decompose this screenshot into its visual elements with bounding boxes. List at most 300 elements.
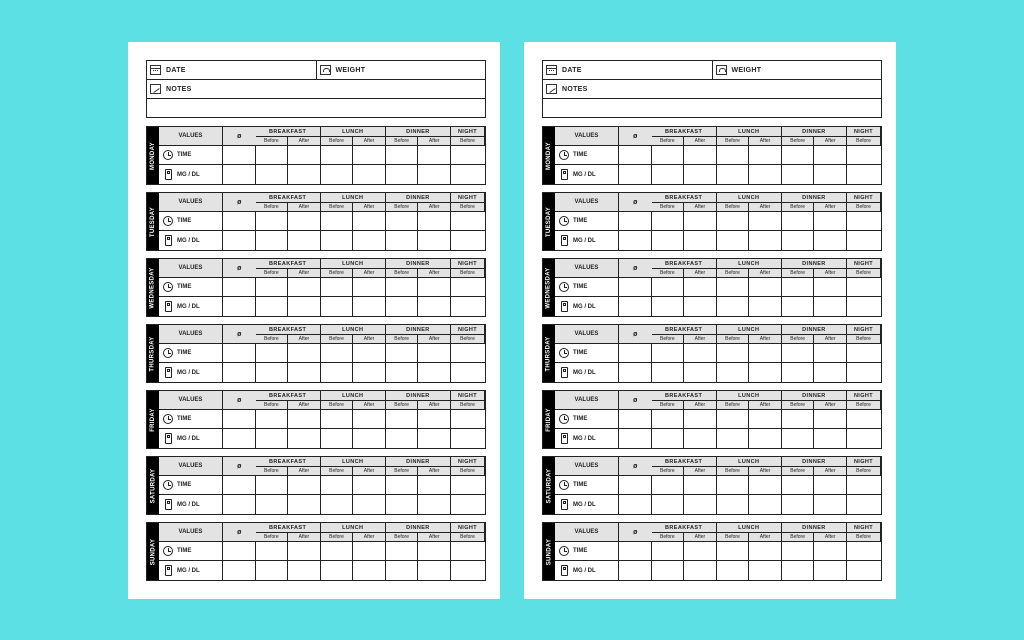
mgdl-cell[interactable]	[353, 165, 386, 184]
time-average-cell[interactable]	[451, 476, 485, 495]
after-subheader: After	[353, 203, 386, 212]
mgdl-cell[interactable]	[652, 231, 685, 250]
mgdl-average-cell[interactable]	[847, 429, 881, 448]
after-subheader: After	[288, 401, 321, 410]
time-cell[interactable]	[652, 344, 685, 363]
time-cell[interactable]	[418, 278, 451, 297]
mgdl-cell[interactable]	[814, 495, 847, 514]
after-subheader: After	[418, 137, 451, 146]
time-cell[interactable]	[353, 344, 386, 363]
time-cell[interactable]	[619, 212, 652, 231]
mgdl-cell[interactable]	[223, 363, 256, 382]
time-cell[interactable]	[814, 212, 847, 231]
time-cell[interactable]	[386, 542, 419, 561]
notes-space[interactable]	[543, 99, 881, 117]
scale-icon	[320, 65, 331, 75]
mgdl-average-cell[interactable]	[451, 561, 485, 580]
mgdl-cell[interactable]	[684, 165, 717, 184]
glucose-meter-icon	[561, 235, 568, 246]
mgdl-cell[interactable]	[321, 363, 354, 382]
time-cell[interactable]	[321, 476, 354, 495]
time-cell[interactable]	[814, 278, 847, 297]
mgdl-cell[interactable]	[717, 429, 750, 448]
mgdl-cell[interactable]	[353, 297, 386, 316]
day-name: SUNDAY	[546, 538, 552, 565]
mgdl-cell[interactable]	[288, 495, 321, 514]
after-subheader: After	[749, 467, 782, 476]
time-cell[interactable]	[717, 410, 750, 429]
reading-grid	[555, 325, 881, 382]
meal-header: DINNER	[386, 391, 451, 401]
glucose-meter-icon	[561, 169, 568, 180]
mgdl-average-cell[interactable]	[451, 231, 485, 250]
before-subheader: Before	[652, 269, 685, 278]
mgdl-average-cell[interactable]	[451, 297, 485, 316]
time-cell[interactable]	[717, 278, 750, 297]
time-cell[interactable]	[386, 212, 419, 231]
time-cell[interactable]	[619, 410, 652, 429]
mgdl-cell[interactable]	[619, 165, 652, 184]
time-cell[interactable]	[749, 410, 782, 429]
mgdl-cell[interactable]	[418, 231, 451, 250]
time-cell[interactable]	[652, 212, 685, 231]
time-cell[interactable]	[353, 542, 386, 561]
time-cell[interactable]	[256, 476, 289, 495]
mgdl-average-cell[interactable]	[451, 429, 485, 448]
time-cell[interactable]	[717, 146, 750, 165]
time-cell[interactable]	[684, 212, 717, 231]
time-cell[interactable]	[684, 344, 717, 363]
meal-header: DINNER	[386, 259, 451, 269]
time-cell[interactable]	[418, 476, 451, 495]
time-cell[interactable]	[386, 344, 419, 363]
mgdl-cell[interactable]	[223, 165, 256, 184]
mgdl-average-cell[interactable]	[847, 297, 881, 316]
meal-header: BREAKFAST	[256, 523, 321, 533]
before-subheader: Before	[782, 533, 815, 542]
mgdl-cell[interactable]	[256, 165, 289, 184]
time-cell[interactable]	[717, 344, 750, 363]
mgdl-cell[interactable]	[418, 429, 451, 448]
mgdl-cell[interactable]	[321, 429, 354, 448]
mgdl-cell[interactable]	[684, 429, 717, 448]
time-cell[interactable]	[684, 410, 717, 429]
time-cell[interactable]	[321, 278, 354, 297]
time-cell[interactable]	[684, 542, 717, 561]
time-cell[interactable]	[619, 542, 652, 561]
time-average-cell[interactable]	[451, 212, 485, 231]
day-name: SUNDAY	[150, 538, 156, 565]
time-cell[interactable]	[321, 146, 354, 165]
time-cell[interactable]	[782, 410, 815, 429]
weight-field[interactable]	[712, 61, 882, 79]
time-cell[interactable]	[353, 410, 386, 429]
time-cell[interactable]	[814, 542, 847, 561]
mgdl-cell[interactable]	[782, 363, 815, 382]
time-cell[interactable]	[256, 212, 289, 231]
time-cell[interactable]	[418, 146, 451, 165]
time-cell[interactable]	[749, 476, 782, 495]
mgdl-cell[interactable]	[418, 297, 451, 316]
clock-icon	[163, 282, 173, 292]
time-cell[interactable]	[652, 278, 685, 297]
header-box	[542, 60, 882, 118]
header-row-date-weight	[543, 61, 881, 80]
night-header: NIGHT	[451, 193, 485, 203]
time-cell[interactable]	[223, 344, 256, 363]
time-cell[interactable]	[782, 344, 815, 363]
after-subheader: After	[684, 137, 717, 146]
time-average-cell[interactable]	[847, 212, 881, 231]
time-cell[interactable]	[749, 146, 782, 165]
before-subheader: Before	[782, 335, 815, 344]
mgdl-cell[interactable]	[652, 165, 685, 184]
clock-icon	[163, 480, 173, 490]
day-name: MONDAY	[150, 141, 157, 170]
mgdl-cell[interactable]	[321, 495, 354, 514]
time-average-cell[interactable]	[451, 410, 485, 429]
time-cell[interactable]	[223, 278, 256, 297]
mgdl-cell[interactable]	[321, 561, 354, 580]
mgdl-cell[interactable]	[256, 561, 289, 580]
day-block-saturday	[542, 456, 882, 515]
time-cell[interactable]	[749, 212, 782, 231]
mgdl-cell[interactable]	[814, 297, 847, 316]
mgdl-cell[interactable]	[386, 165, 419, 184]
mgdl-cell[interactable]	[684, 561, 717, 580]
mgdl-cell[interactable]	[418, 363, 451, 382]
day-label	[543, 127, 555, 184]
time-cell[interactable]	[652, 476, 685, 495]
before-subheader: Before	[717, 203, 750, 212]
mgdl-cell[interactable]	[717, 165, 750, 184]
mgdl-cell[interactable]	[288, 231, 321, 250]
mgdl-cell[interactable]	[288, 165, 321, 184]
mgdl-cell[interactable]	[749, 495, 782, 514]
time-cell[interactable]	[619, 476, 652, 495]
before-subheader: Before	[256, 335, 289, 344]
time-cell[interactable]	[684, 146, 717, 165]
time-cell[interactable]	[256, 146, 289, 165]
mgdl-cell[interactable]	[652, 495, 685, 514]
mgdl-cell[interactable]	[256, 297, 289, 316]
after-subheader: After	[418, 203, 451, 212]
meal-header: BREAKFAST	[256, 127, 321, 137]
day-name: MONDAY	[546, 141, 553, 170]
night-header: NIGHT	[451, 325, 485, 335]
values-header: VALUES	[159, 325, 223, 344]
time-cell[interactable]	[782, 542, 815, 561]
mgdl-cell[interactable]	[619, 231, 652, 250]
time-cell[interactable]	[652, 410, 685, 429]
mgdl-average-cell[interactable]	[451, 165, 485, 184]
mgdl-cell[interactable]	[288, 561, 321, 580]
time-cell[interactable]	[684, 476, 717, 495]
mgdl-cell[interactable]	[717, 363, 750, 382]
meal-header: DINNER	[386, 127, 451, 137]
time-cell[interactable]	[418, 344, 451, 363]
mgdl-cell[interactable]	[223, 561, 256, 580]
meal-header: BREAKFAST	[652, 391, 717, 401]
time-cell[interactable]	[418, 410, 451, 429]
mgdl-cell[interactable]	[717, 231, 750, 250]
time-average-cell[interactable]	[451, 542, 485, 561]
time-average-cell[interactable]	[451, 344, 485, 363]
values-header: VALUES	[159, 259, 223, 278]
mgdl-cell[interactable]	[386, 363, 419, 382]
day-name: FRIDAY	[150, 407, 156, 432]
mgdl-cell[interactable]	[619, 495, 652, 514]
time-cell[interactable]	[652, 146, 685, 165]
mgdl-cell[interactable]	[749, 297, 782, 316]
values-header: VALUES	[555, 259, 619, 278]
before-subheader: Before	[386, 467, 419, 476]
notes-field[interactable]	[147, 80, 485, 98]
time-cell[interactable]	[749, 542, 782, 561]
mgdl-cell[interactable]	[684, 297, 717, 316]
mgdl-cell[interactable]	[223, 297, 256, 316]
time-average-cell[interactable]	[847, 410, 881, 429]
mgdl-cell[interactable]	[386, 231, 419, 250]
before-subheader: Before	[782, 467, 815, 476]
mgdl-cell[interactable]	[386, 429, 419, 448]
mgdl-cell[interactable]	[782, 297, 815, 316]
values-header: VALUES	[555, 391, 619, 410]
log-page-left	[128, 42, 500, 599]
mgdl-cell[interactable]	[814, 561, 847, 580]
mgdl-cell[interactable]	[652, 429, 685, 448]
time-cell[interactable]	[353, 278, 386, 297]
mgdl-cell[interactable]	[749, 363, 782, 382]
mgdl-cell[interactable]	[353, 363, 386, 382]
mgdl-cell[interactable]	[619, 363, 652, 382]
mgdl-cell[interactable]	[321, 231, 354, 250]
mgdl-cell[interactable]	[684, 363, 717, 382]
notes-space[interactable]	[147, 99, 485, 117]
mgdl-cell[interactable]	[321, 165, 354, 184]
mgdl-cell[interactable]	[418, 165, 451, 184]
time-cell[interactable]	[353, 146, 386, 165]
time-cell[interactable]	[321, 410, 354, 429]
time-cell[interactable]	[782, 278, 815, 297]
after-subheader: After	[418, 533, 451, 542]
time-average-cell[interactable]	[847, 476, 881, 495]
mgdl-cell[interactable]	[353, 429, 386, 448]
mgdl-average-cell[interactable]	[847, 561, 881, 580]
time-cell[interactable]	[223, 212, 256, 231]
clock-icon	[559, 480, 569, 490]
time-cell[interactable]	[814, 344, 847, 363]
time-cell[interactable]	[386, 146, 419, 165]
mgdl-cell[interactable]	[353, 231, 386, 250]
mgdl-cell[interactable]	[619, 561, 652, 580]
time-cell[interactable]	[288, 476, 321, 495]
day-block-wednesday	[542, 258, 882, 317]
mgdl-label: MG / DL	[573, 501, 596, 508]
mgdl-cell[interactable]	[353, 495, 386, 514]
time-cell[interactable]	[386, 410, 419, 429]
time-cell[interactable]	[321, 212, 354, 231]
time-cell[interactable]	[749, 278, 782, 297]
time-cell[interactable]	[814, 476, 847, 495]
before-subheader: Before	[451, 335, 485, 344]
mgdl-cell[interactable]	[386, 495, 419, 514]
mgdl-cell[interactable]	[353, 561, 386, 580]
mgdl-cell[interactable]	[386, 297, 419, 316]
mgdl-cell[interactable]	[814, 231, 847, 250]
time-cell[interactable]	[782, 146, 815, 165]
mgdl-cell[interactable]	[814, 429, 847, 448]
values-header: VALUES	[159, 127, 223, 146]
time-cell[interactable]	[619, 146, 652, 165]
time-average-cell[interactable]	[451, 278, 485, 297]
weight-field[interactable]	[316, 61, 486, 79]
mgdl-cell[interactable]	[782, 165, 815, 184]
mgdl-cell[interactable]	[256, 363, 289, 382]
header-row-date-weight	[147, 61, 485, 80]
before-subheader: Before	[451, 203, 485, 212]
time-cell[interactable]	[223, 146, 256, 165]
time-cell[interactable]	[288, 344, 321, 363]
notes-label: NOTES	[166, 85, 192, 93]
time-cell[interactable]	[418, 542, 451, 561]
average-header: ø	[223, 259, 256, 278]
mgdl-cell[interactable]	[386, 561, 419, 580]
time-cell[interactable]	[619, 344, 652, 363]
time-cell[interactable]	[353, 476, 386, 495]
mgdl-cell[interactable]	[652, 363, 685, 382]
time-average-cell[interactable]	[847, 542, 881, 561]
time-cell[interactable]	[814, 410, 847, 429]
time-average-cell[interactable]	[847, 278, 881, 297]
time-average-cell[interactable]	[451, 146, 485, 165]
time-cell[interactable]	[717, 212, 750, 231]
mgdl-average-cell[interactable]	[847, 165, 881, 184]
time-average-cell[interactable]	[847, 344, 881, 363]
mgdl-cell[interactable]	[749, 231, 782, 250]
mgdl-cell[interactable]	[256, 231, 289, 250]
time-cell[interactable]	[652, 542, 685, 561]
mgdl-cell[interactable]	[749, 561, 782, 580]
time-cell[interactable]	[684, 278, 717, 297]
mgdl-cell[interactable]	[814, 363, 847, 382]
time-cell[interactable]	[256, 344, 289, 363]
day-name: TUESDAY	[150, 206, 157, 237]
after-subheader: After	[288, 335, 321, 344]
mgdl-cell[interactable]	[782, 495, 815, 514]
meal-header: BREAKFAST	[652, 523, 717, 533]
mgdl-average-cell[interactable]	[451, 495, 485, 514]
time-cell[interactable]	[386, 476, 419, 495]
time-cell[interactable]	[256, 542, 289, 561]
date-field[interactable]	[543, 61, 712, 79]
time-cell[interactable]	[321, 542, 354, 561]
time-cell[interactable]	[321, 344, 354, 363]
time-cell[interactable]	[814, 146, 847, 165]
mgdl-cell[interactable]	[619, 429, 652, 448]
time-cell[interactable]	[619, 278, 652, 297]
mgdl-cell[interactable]	[223, 495, 256, 514]
mgdl-cell[interactable]	[749, 165, 782, 184]
mgdl-cell[interactable]	[223, 231, 256, 250]
time-cell[interactable]	[223, 542, 256, 561]
mgdl-cell[interactable]	[782, 231, 815, 250]
time-cell[interactable]	[223, 410, 256, 429]
mgdl-cell[interactable]	[717, 495, 750, 514]
after-subheader: After	[684, 335, 717, 344]
time-cell[interactable]	[717, 542, 750, 561]
mgdl-cell[interactable]	[652, 561, 685, 580]
time-cell[interactable]	[288, 212, 321, 231]
time-cell[interactable]	[288, 278, 321, 297]
mgdl-label: MG / DL	[177, 369, 200, 376]
day-block-friday	[542, 390, 882, 449]
time-cell[interactable]	[256, 410, 289, 429]
time-cell[interactable]	[288, 542, 321, 561]
meal-header: LUNCH	[321, 325, 386, 335]
time-cell[interactable]	[717, 476, 750, 495]
mgdl-cell[interactable]	[717, 561, 750, 580]
after-subheader: After	[288, 269, 321, 278]
mgdl-cell[interactable]	[418, 495, 451, 514]
mgdl-cell[interactable]	[256, 495, 289, 514]
mgdl-cell[interactable]	[749, 429, 782, 448]
mgdl-cell[interactable]	[717, 297, 750, 316]
time-cell[interactable]	[256, 278, 289, 297]
mgdl-cell[interactable]	[418, 561, 451, 580]
mgdl-cell[interactable]	[814, 165, 847, 184]
time-cell[interactable]	[223, 476, 256, 495]
mgdl-cell[interactable]	[288, 429, 321, 448]
time-cell[interactable]	[749, 344, 782, 363]
day-block-thursday	[542, 324, 882, 383]
time-cell[interactable]	[782, 212, 815, 231]
mgdl-cell[interactable]	[782, 429, 815, 448]
time-cell[interactable]	[386, 278, 419, 297]
mgdl-cell[interactable]	[684, 495, 717, 514]
notes-field[interactable]	[543, 80, 881, 98]
mgdl-cell[interactable]	[782, 561, 815, 580]
time-cell[interactable]	[288, 146, 321, 165]
time-cell[interactable]	[782, 476, 815, 495]
time-average-cell[interactable]	[847, 146, 881, 165]
mgdl-cell[interactable]	[321, 297, 354, 316]
time-row-label	[555, 146, 619, 165]
time-cell[interactable]	[288, 410, 321, 429]
mgdl-cell[interactable]	[619, 297, 652, 316]
day-label	[543, 391, 555, 448]
mgdl-cell[interactable]	[684, 231, 717, 250]
mgdl-average-cell[interactable]	[847, 231, 881, 250]
mgdl-label: MG / DL	[573, 567, 596, 574]
mgdl-row-label	[555, 429, 619, 448]
mgdl-average-cell[interactable]	[847, 363, 881, 382]
meal-header: LUNCH	[717, 523, 782, 533]
mgdl-cell[interactable]	[288, 297, 321, 316]
time-cell[interactable]	[418, 212, 451, 231]
mgdl-cell[interactable]	[288, 363, 321, 382]
mgdl-cell[interactable]	[223, 429, 256, 448]
mgdl-average-cell[interactable]	[451, 363, 485, 382]
mgdl-cell[interactable]	[256, 429, 289, 448]
reading-grid	[159, 325, 485, 382]
mgdl-cell[interactable]	[652, 297, 685, 316]
mgdl-average-cell[interactable]	[847, 495, 881, 514]
meal-header: BREAKFAST	[652, 193, 717, 203]
date-field[interactable]	[147, 61, 316, 79]
before-subheader: Before	[847, 401, 881, 410]
time-cell[interactable]	[353, 212, 386, 231]
